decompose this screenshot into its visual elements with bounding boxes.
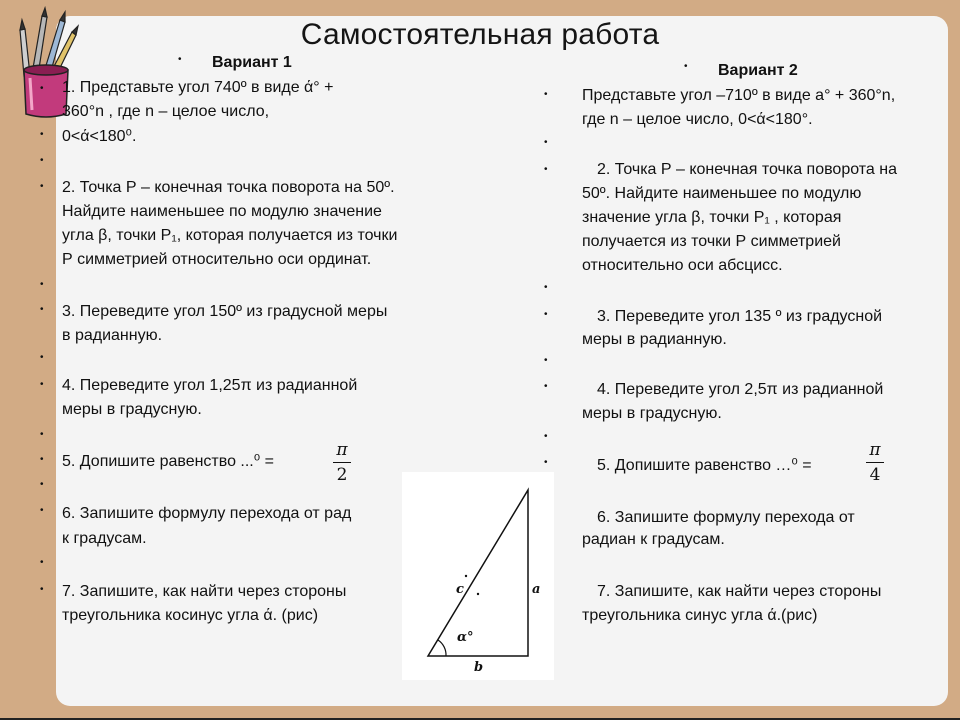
triangle-figure — [402, 472, 554, 680]
fraction-bar — [333, 462, 351, 463]
fraction-denominator: 4 — [869, 465, 881, 485]
v2-line: значение угла β, точки P₁ , которая — [582, 209, 842, 226]
bullet: • — [40, 379, 44, 390]
triangle-diagram — [402, 472, 554, 680]
bullet: • — [40, 454, 44, 465]
v1-fraction — [333, 440, 351, 485]
fraction-denominator: 2 — [336, 465, 348, 485]
bullet: • — [544, 355, 548, 366]
v1-line: 5. Допишите равенство ...⁰ = — [62, 453, 274, 470]
bullet: • — [40, 557, 44, 568]
v1-line: Найдите наименьшее по модулю значение — [62, 203, 382, 220]
v1-line: 0<ά<180⁰. — [62, 128, 137, 145]
v2-line: меры в радианную. — [582, 331, 727, 348]
bullet: • — [544, 431, 548, 442]
v1-line: 3. Переведите угол 150º из градусной меры — [62, 303, 388, 320]
v2-line: Представьте угол –710º в виде a° + 360°n, — [582, 87, 896, 104]
bullet: • — [40, 181, 44, 192]
bullet: • — [40, 584, 44, 595]
fraction-numerator: π — [869, 440, 881, 460]
v1-line: 4. Переведите угол 1,25π из радианной — [62, 377, 358, 394]
bullet: • — [40, 129, 44, 140]
label-angle: α° — [457, 630, 474, 645]
v1-line: треугольника косинус угла ά. (рис) — [62, 607, 319, 624]
v2-line: 2. Точка Р – конечная точка поворота на — [597, 161, 897, 178]
bullet: • — [684, 61, 688, 72]
bullet: • — [544, 164, 548, 175]
bullet: • — [40, 279, 44, 290]
v1-line: меры в градусную. — [62, 401, 202, 418]
page-title: Самостоятельная работа — [300, 18, 660, 51]
v2-line: 6. Запишите формулу перехода от — [597, 509, 855, 526]
v2-line: 50º. Найдите наименьшее по модулю — [582, 185, 862, 202]
label-a: a — [532, 582, 541, 597]
v2-line: 3. Переведите угол 135 º из градусной — [597, 308, 883, 325]
bullet: • — [40, 304, 44, 315]
bullet: • — [40, 155, 44, 166]
fraction-bar — [866, 462, 884, 463]
v1-line: 2. Точка Р – конечная точка поворота на 50º. — [62, 179, 395, 196]
v2-line: меры в градусную. — [582, 405, 722, 422]
v2-line: 4. Переведите угол 2,5π из радианной — [597, 381, 884, 398]
v1-line: к градусам. — [62, 530, 147, 547]
bullet: • — [544, 381, 548, 392]
bullet: • — [40, 429, 44, 440]
bullet: • — [40, 479, 44, 490]
variant2-heading: Вариант 2 — [718, 62, 798, 79]
bullet: • — [544, 457, 548, 468]
v2-line: относительно оси абсцисс. — [582, 257, 783, 274]
v1-line: в радианную. — [62, 327, 163, 344]
bullet: • — [544, 89, 548, 100]
v2-line: получается из точки Р симметрией — [582, 233, 841, 250]
variant1-heading: Вариант 1 — [212, 54, 292, 71]
bullet: • — [178, 54, 182, 65]
fraction-numerator: π — [336, 440, 348, 460]
v2-line: радиан к градусам. — [582, 531, 725, 548]
bullet: • — [40, 505, 44, 516]
label-b: b — [474, 660, 484, 675]
v1-line: 6. Запишите формулу перехода от рад — [62, 505, 352, 522]
label-c: c — [456, 582, 464, 597]
v2-line: 7. Запишите, как найти через стороны — [597, 583, 882, 600]
bullet: • — [544, 137, 548, 148]
bullet: • — [544, 282, 548, 293]
v1-line: Р симметрией относительно оси ординат. — [62, 251, 372, 268]
bullet: • — [40, 83, 44, 94]
bullet: • — [40, 352, 44, 363]
bullet: • — [544, 309, 548, 320]
v1-line: 7. Запишите, как найти через стороны — [62, 583, 347, 600]
v1-line: 1. Представьте угол 740º в виде ά° + — [62, 79, 334, 96]
v2-fraction — [866, 440, 884, 485]
v2-line: треугольника синус угла ά.(рис) — [582, 607, 818, 624]
v2-line: 5. Допишите равенство …⁰ = — [597, 457, 812, 474]
v1-line: 360°n , где n – целое число, — [62, 103, 270, 120]
v2-line: где n – целое число, 0<ά<180°. — [582, 111, 813, 128]
v1-line: угла β, точки P₁, которая получается из точки — [62, 227, 398, 244]
